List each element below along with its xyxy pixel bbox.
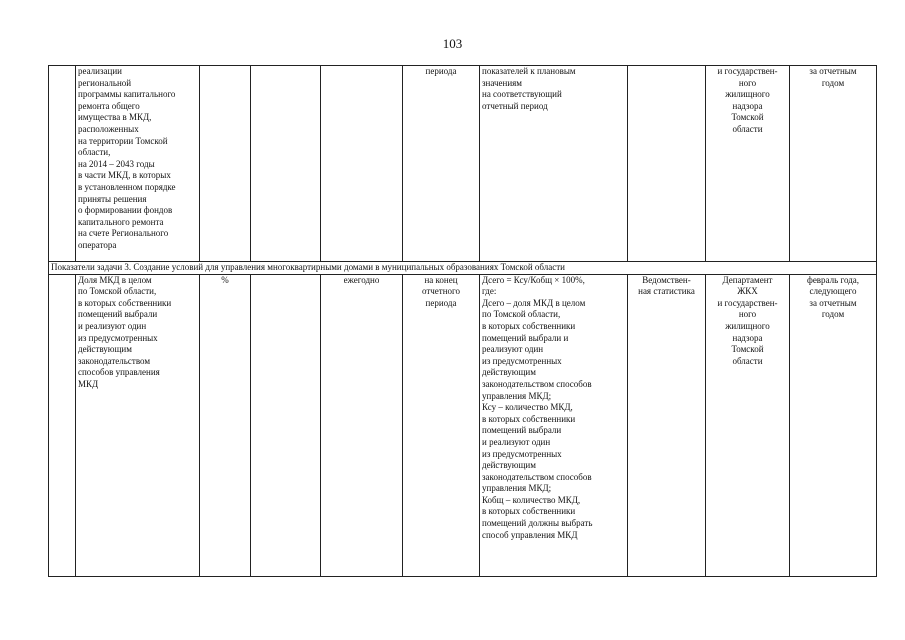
cell-algorithm [251, 274, 321, 576]
table-row-continued [49, 66, 877, 262]
cell-unit: % [200, 274, 251, 576]
cell-formula: показателей к плановым значениям на соответствующий отчетный период [480, 66, 628, 262]
table-row-indicator [49, 274, 877, 576]
page-number: 103 [442, 36, 463, 51]
cell-indicator-name: Доля МКД в целом по Томской области, в которых собственники помещений выбрали и реализуют один из предусмотренных действующим законодательством способов управления МКД [76, 274, 200, 576]
cell-number [49, 274, 76, 576]
cell-frequency [321, 66, 403, 262]
cell-period: периода [403, 66, 480, 262]
cell-period: на конец отчетного периода [403, 274, 480, 576]
cell-indicator-name: реализации региональной программы капитального ремонта общего имущества в МКД, расположенных на территории Томской области, на 2014 – 2043 годы в части МКД, в которых в установленном порядке приняты решения о формировании фондов капитального ремонта на счете Регионального оператора [76, 66, 200, 262]
cell-source: Ведомствен- ная статистика [628, 274, 706, 576]
cell-responsible: Департамент ЖКХ и государствен- ного жилищного надзора Томской области [706, 274, 790, 576]
section-title: Показатели задачи 3. Создание условий для управления многоквартирными домами в муниципальных образованиях Томской области [49, 262, 877, 275]
cell-deadline: за отчетным годом [790, 66, 877, 262]
cell-unit [200, 66, 251, 262]
cell-algorithm [251, 66, 321, 262]
table-section-row [49, 262, 877, 275]
indicators-table [48, 65, 877, 577]
cell-responsible: и государствен- ного жилищного надзора Томской области [706, 66, 790, 262]
cell-formula: Дсего = Ксу/Кобщ × 100%, где: Дсего – доля МКД в целом по Томской области, в которых собственники помещений выбрали и реализуют один из предусмотренных действующим законодательством способов управления МКД; Ксу – количество МКД, в которых собственники помещений выбрали и реализуют один из предусмотренных действующим законодательством способов управления МКД; Кобщ – количество МКД, в которых собственники помещений должны выбрать способ управления МКД [480, 274, 628, 576]
cell-frequency: ежегодно [321, 274, 403, 576]
cell-source [628, 66, 706, 262]
cell-deadline: февраль года, следующего за отчетным годом [790, 274, 877, 576]
cell-number [49, 66, 76, 262]
